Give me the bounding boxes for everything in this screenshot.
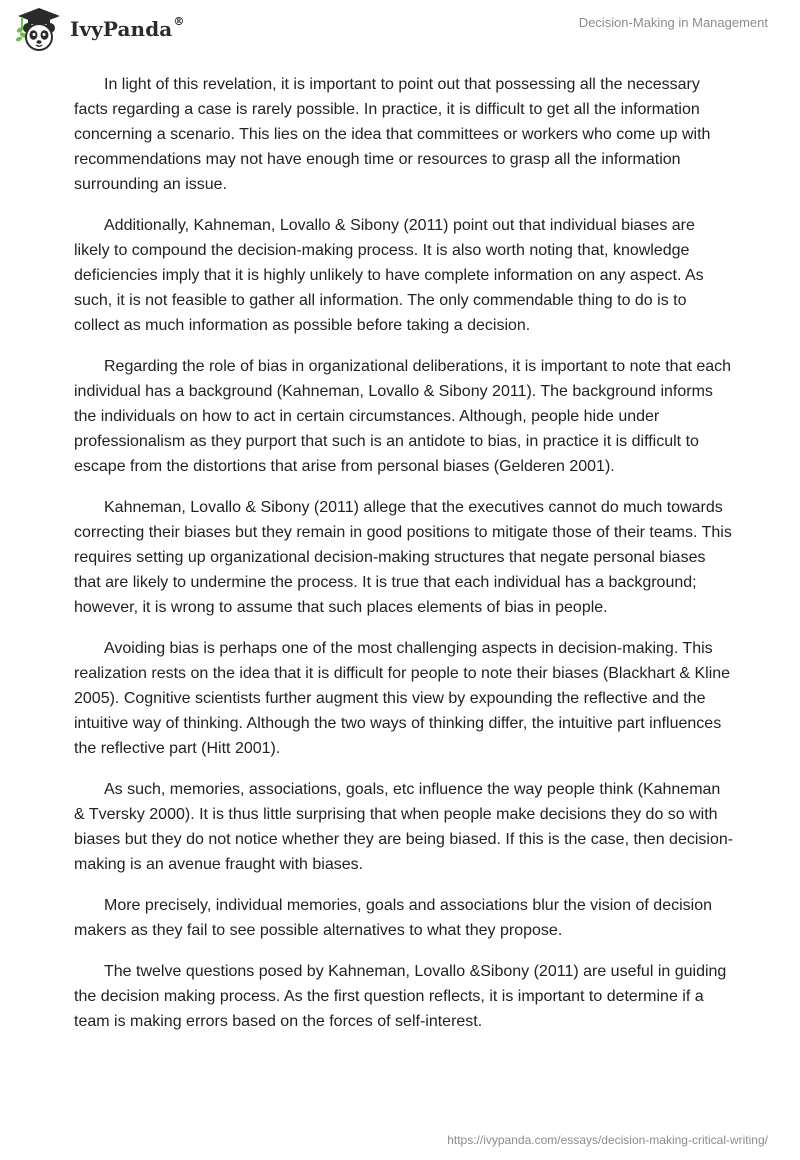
brand-name (70, 17, 184, 41)
essay-body (74, 72, 734, 1050)
paragraph: Avoiding bias is perhaps one of the most challenging aspects in decision-making. This realization rests on the idea that it is difficult for people to note their biases (Blackhart & Kline 2005). Cognitive scientists further augment this view by expounding the reflective and the intuitive way of thinking. Although the two ways of thinking differ, the intuitive part influences the reflective part (Hitt 2001). (74, 640, 731, 757)
source-url[interactable]: https://ivypanda.com/essays/decision-making-critical-writing/ (447, 1133, 768, 1147)
trademark-mark: ® (173, 15, 185, 28)
page-header (0, 0, 800, 64)
paragraph: The twelve questions posed by Kahneman, Lovallo &Sibony (2011) are useful in guiding the decision making process. As the first question reflects, it is important to determine if a team is making errors based on the forces of self-interest. (74, 963, 727, 1030)
paragraph: In light of this revelation, it is important to point out that possessing all the necessary facts regarding a case is rarely possible. In practice, it is difficult to get all the information concerning a scenario. This lies on the idea that committees or workers who come up with recommendations may not have enough time or resources to grasp all the information surrounding an issue. (74, 76, 711, 193)
paragraph: Kahneman, Lovallo & Sibony (2011) allege that the executives cannot do much towards correcting their biases but they remain in good positions to mitigate those of their teams. This requires setting up organizational decision-making structures that negate personal biases that are likely to undermine the process. It is true that each individual has a background; however, it is wrong to assume that such places elements of bias in people. (74, 499, 732, 616)
paragraph: Additionally, Kahneman, Lovallo & Sibony (2011) point out that individual biases are likely to compound the decision-making process. It is also worth noting that, knowledge deficiencies imply that it is highly unlikely to have complete information on any aspect. As such, it is not feasible to gather all information. The only commendable thing to do is to collect as much information as possible before taking a decision. (74, 217, 704, 334)
panda-graduate-icon (14, 6, 64, 52)
brand-text: IvyPanda (70, 17, 173, 41)
document-title: Decision-Making in Management (578, 15, 768, 30)
paragraph: As such, memories, associations, goals, etc influence the way people think (Kahneman & Tversky 2000). It is thus little surprising that when people make decisions they do so with biases but they do not notice whether they are being biased. If this is the case, then decision-making is an avenue fraught with biases. (74, 781, 734, 873)
ivypanda-logo[interactable] (14, 6, 184, 52)
paragraph: Regarding the role of bias in organizational deliberations, it is important to note that each individual has a background (Kahneman, Lovallo & Sibony 2011). The background informs the individuals on how to act in certain circumstances. Although, people hide under professionalism as they purport that such is an antidote to bias, in practice it is difficult to escape from the distortions that arise from personal biases (Gelderen 2001). (74, 358, 732, 475)
paragraph: More precisely, individual memories, goals and associations blur the vision of decision makers as they fail to see possible alternatives to what they propose. (74, 897, 712, 939)
